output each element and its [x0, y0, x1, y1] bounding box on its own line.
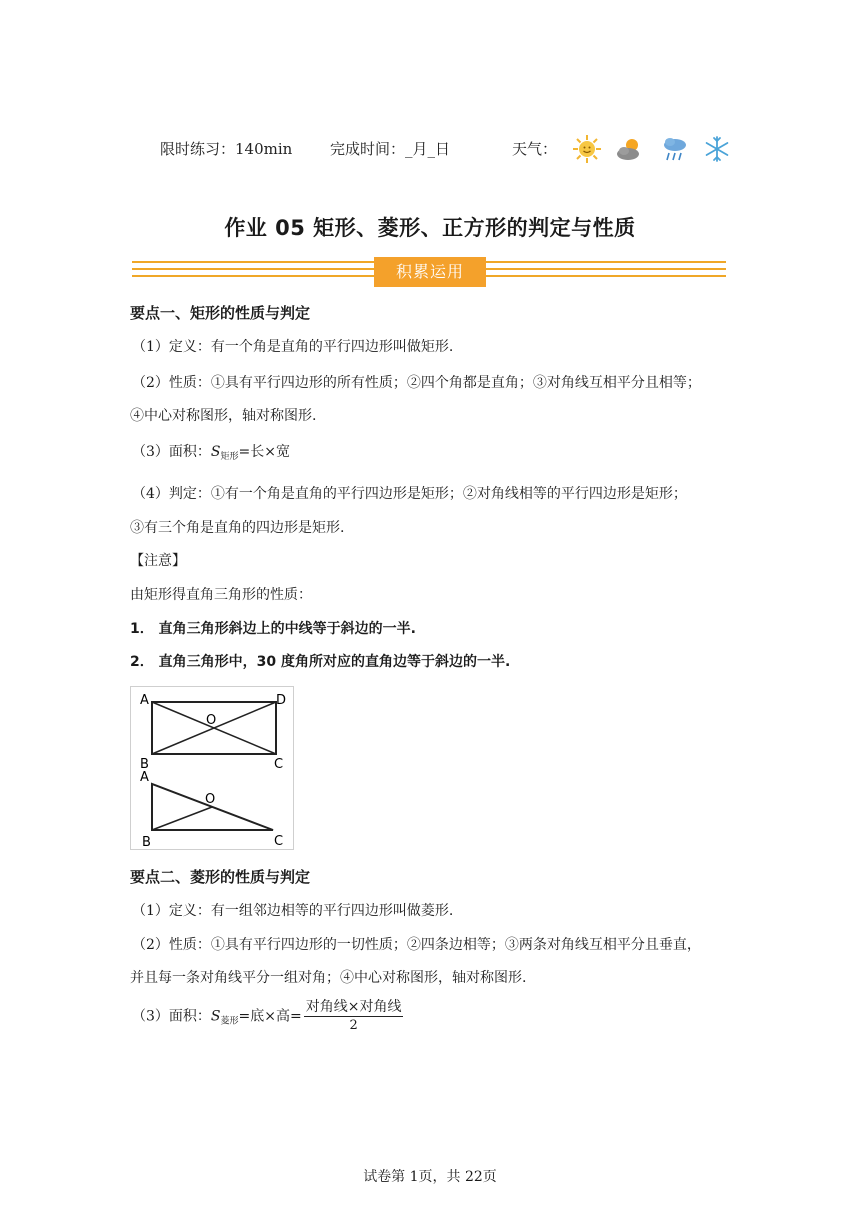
section1-judge-1: （4）判定：①有一个角是直角的平行四边形是矩形；②对角线相等的平行四边形是矩形；: [132, 486, 687, 502]
partly-cloudy-icon: [615, 134, 645, 164]
section2-property-2: 并且每一条对角线平分一组对角；④中心对称图形，轴对称图形.: [130, 970, 527, 986]
page-footer: 试卷第 1页，共 22页: [363, 1169, 497, 1185]
time-limit: 限时练习：140min: [160, 140, 293, 158]
rain-icon: [660, 134, 690, 164]
section1-area: [132, 442, 290, 467]
note-intro: 由矩形得直角三角形的性质：: [130, 587, 312, 603]
section2-property-1: （2）性质：①具有平行四边形的一切性质；②四条边相等；③两条对角线互相平分且垂直，: [132, 937, 701, 953]
median-bo: [152, 807, 212, 830]
label-a: A: [140, 693, 149, 708]
tri-label-a: A: [140, 770, 149, 785]
area2-subscript: 菱形: [220, 1016, 239, 1027]
section2-definition: （1）定义：有一组邻边相等的平行四边形叫做菱形.: [132, 903, 454, 919]
area2-prefix: （3）面积：: [132, 1008, 211, 1025]
note-item-1: 1． 直角三角形斜边上的中线等于斜边的一半.: [130, 621, 416, 637]
fraction-numerator: 对角线×对角线: [305, 999, 402, 1015]
sun-icon: [572, 134, 602, 164]
tri-label-b: B: [142, 835, 151, 850]
banner-badge: 积累运用: [374, 257, 486, 287]
section1-property-2: ④中心对称图形，轴对称图形.: [130, 408, 317, 424]
fraction-denominator: 2: [349, 1018, 358, 1033]
finish-time: 完成时间：_月_日: [330, 140, 451, 158]
label-o: O: [206, 713, 217, 728]
weather-label: 天气：: [512, 140, 558, 158]
section2-area: [132, 998, 403, 1035]
area2-fraction: [304, 998, 404, 1035]
page-title: 作业 05 矩形、菱形、正方形的判定与性质: [224, 216, 636, 240]
area-prefix: （3）面积：: [132, 444, 211, 460]
section1-definition: （1）定义：有一个角是直角的平行四边形叫做矩形.: [132, 339, 454, 355]
note-item-2: 2． 直角三角形中，30 度角所对应的直角边等于斜边的一半.: [130, 654, 511, 670]
section2-heading: 要点二、菱形的性质与判定: [130, 868, 311, 886]
label-d: D: [276, 693, 287, 708]
tri-label-c: C: [274, 834, 284, 849]
section1-property-1: （2）性质：①具有平行四边形的所有性质；②四个角都是直角；③对角线互相平分且相等；: [132, 375, 701, 391]
rectangle-triangle-figure: [130, 686, 294, 850]
label-c: C: [274, 757, 284, 772]
area-subscript: 矩形: [220, 452, 239, 462]
tri-label-o: O: [205, 792, 216, 807]
area-formula: =长×宽: [238, 444, 290, 460]
section1-heading: 要点一、矩形的性质与判定: [130, 304, 311, 322]
label-b: B: [140, 757, 149, 772]
area2-symbol: S: [210, 1008, 221, 1025]
area2-formula: =底×高=: [238, 1008, 302, 1025]
snowflake-icon: [702, 134, 732, 164]
note-label: 【注意】: [130, 553, 186, 569]
section1-judge-2: ③有三个角是直角的四边形是矩形.: [130, 520, 345, 536]
area-symbol: S: [210, 444, 221, 460]
